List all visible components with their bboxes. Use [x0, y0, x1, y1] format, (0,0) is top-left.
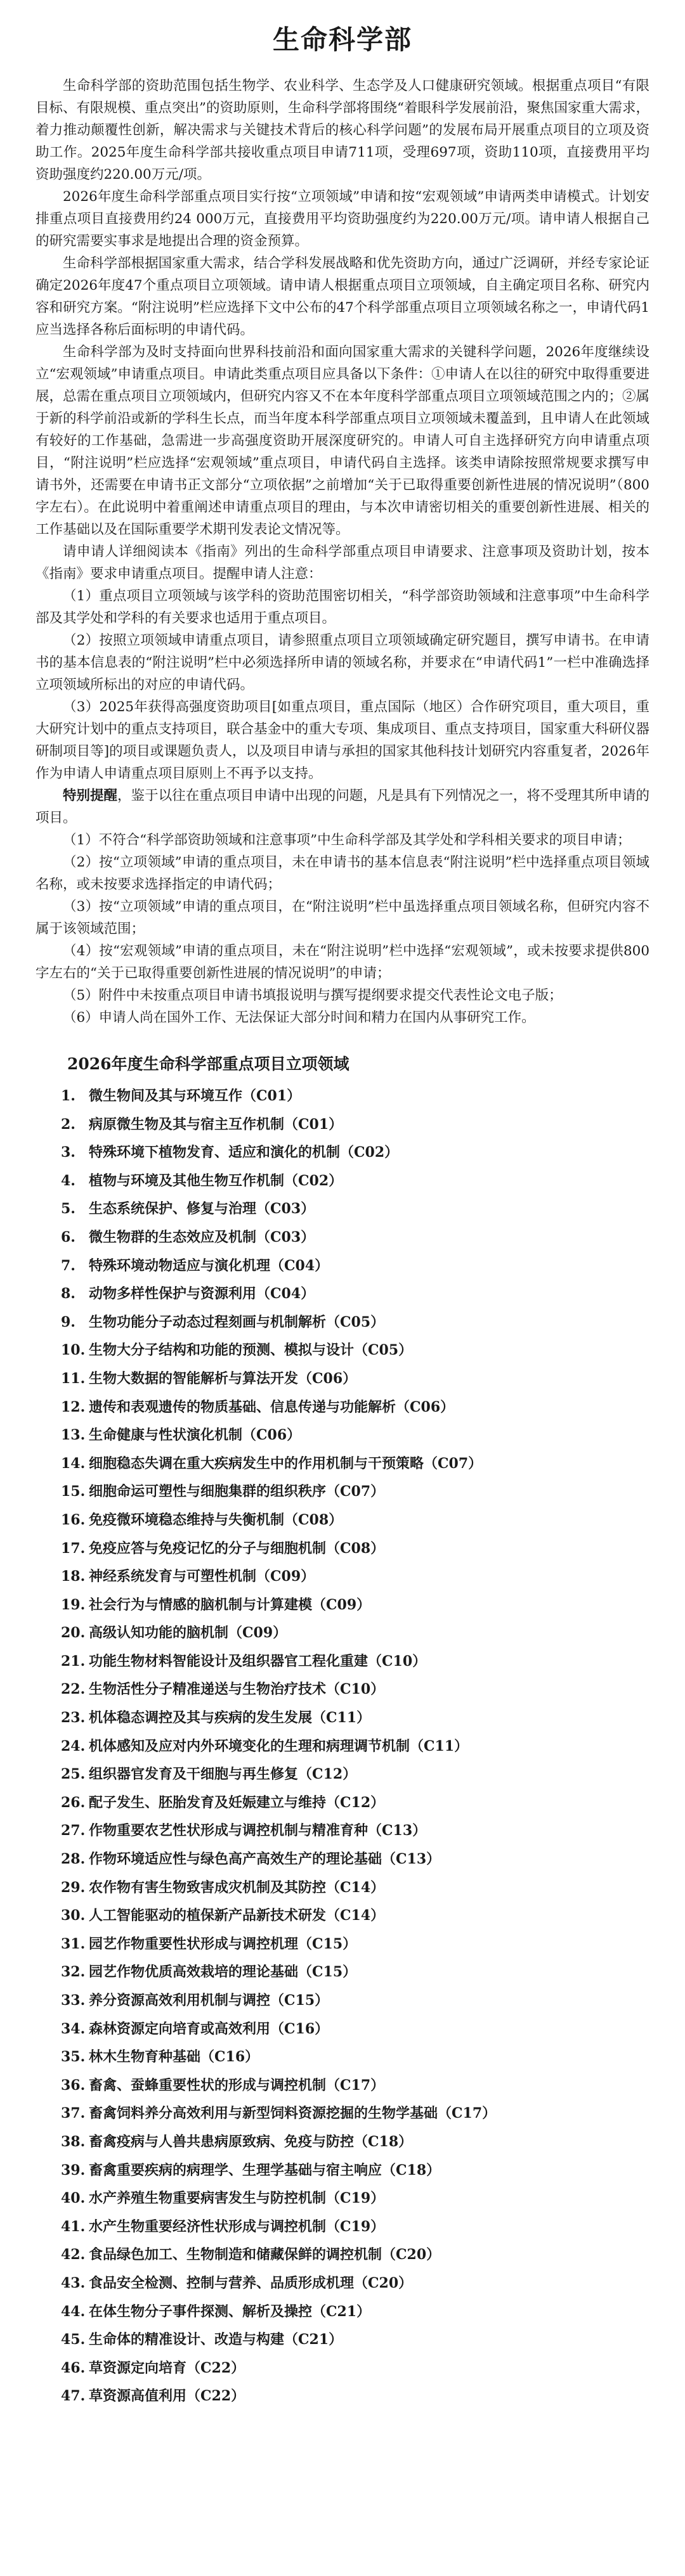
- paragraph-scope: 生命科学部的资助范围包括生物学、农业科学、生态学及人口健康研究领域。根据重点项目“有限目标、有限规模、重点突出”的资助原则，生命科学部将围绕“着眼科学发展前沿，聚焦国家重大需求，着力推动颠覆性创新，解决需求与关键技术背后的核心科学问题”的发展布局开展重点项目的立项及资助工作。2025年度生命科学部共接收重点项目申请711项，受理697项，资助110项，直接费用平均资助强度约220.00万元/项。: [36, 78, 649, 183]
- topic-text: 草资源高值利用（C22）: [89, 2388, 245, 2405]
- topic-text: 配子发生、胚胎发育及妊娠建立与维持（C12）: [89, 1794, 385, 1811]
- topic-number: 39.: [61, 2161, 86, 2179]
- list-item: [61, 1739, 649, 1755]
- topic-text: 神经系统发育与可塑性机制（C09）: [89, 1568, 315, 1585]
- paragraph-funding-plan: 2026年度生命科学部重点项目实行按“立项领域”申请和按“宏观领域”申请两类申请模式。计划安排重点项目直接费用约24 000万元，直接费用平均资助强度约为220.00万元/项。请申请人根据自己的研究需要实事求是地提出合理的资金预算。: [36, 189, 649, 249]
- topic-number: 40.: [61, 2190, 86, 2207]
- topic-text: 畜禽重要疾病的病理学、生理学基础与宿主响应（C18）: [89, 2161, 441, 2179]
- list-item: [61, 1484, 649, 1500]
- topic-text: 机体感知及应对内外环境变化的生理和病理调节机制（C11）: [89, 1737, 469, 1755]
- document-title: 生命科学部: [272, 24, 412, 55]
- topic-text: 生物大分子结构和功能的预测、模拟与设计（C05）: [89, 1342, 413, 1359]
- topic-text: 社会行为与情感的脑机制与计算建模（C09）: [89, 1596, 371, 1613]
- section-title-topics: 2026年度生命科学部重点项目立项领域: [67, 1055, 349, 1073]
- list-item: [61, 1993, 649, 2009]
- topic-number: 5.: [61, 1201, 75, 1218]
- topic-number: 17.: [61, 1540, 86, 1557]
- topic-number: 13.: [61, 1427, 86, 1444]
- list-item: [61, 1117, 649, 1133]
- list-item: [61, 1145, 649, 1161]
- topic-number: 19.: [61, 1596, 86, 1613]
- list-item: [61, 1371, 649, 1387]
- list-item: [61, 1795, 649, 1811]
- topic-text: 生物功能分子动态过程刻画与机制解析（C05）: [89, 1313, 385, 1330]
- special-notice-lead: 特别提醒: [63, 788, 118, 804]
- topic-number: 44.: [61, 2303, 86, 2320]
- list-item: [61, 2191, 649, 2206]
- list-item: [61, 1088, 649, 1104]
- list-item: [61, 2106, 649, 2122]
- topic-text: 微生物间及其与环境互作（C01）: [89, 1088, 301, 1104]
- topic-number: 18.: [61, 1568, 86, 1585]
- topic-number: 15.: [61, 1483, 86, 1500]
- topic-text: 畜禽饲料养分高效利用与新型饲料资源挖掘的生物学基础（C17）: [89, 2105, 497, 2122]
- topic-text: 水产养殖生物重要病害发生与防控机制（C19）: [89, 2190, 385, 2207]
- paragraph-reminder-3: （3）2025年获得高强度资助项目[如重点项目，重点国际（地区）合作研究项目，重大项目，重大研究计划中的重点支持项目，联合基金中的重大专项、集成项目、重点支持项目，国家重大科研仪器研制项目等]的项目或课题负责人，以及项目申请与承担的国家其他科技计划研究内容重复者，2026年作为申请人申请重点项目原则上不再予以支持。: [36, 699, 649, 782]
- topic-text: 生物大数据的智能解析与算法开发（C06）: [89, 1370, 357, 1387]
- topic-text: 细胞命运可塑性与细胞集群的组织秩序（C07）: [89, 1483, 385, 1500]
- topic-text: 植物与环境及其他生物互作机制（C02）: [89, 1172, 343, 1189]
- topic-number: 27.: [61, 1822, 86, 1839]
- paragraph-exclusion-6: （6）申请人尚在国外工作、无法保证大部分时间和精力在国内从事研究工作。: [63, 1010, 535, 1026]
- list-item: [61, 1541, 649, 1557]
- topic-number: 6.: [61, 1228, 75, 1246]
- topic-list: [36, 1088, 649, 2404]
- topic-text: 园艺作物优质高效栽培的理论基础（C15）: [89, 1964, 357, 1981]
- topic-text: 森林资源定向培育或高效利用（C16）: [89, 2020, 329, 2037]
- topic-text: 食品安全检测、控制与营养、品质形成机理（C20）: [89, 2274, 413, 2291]
- topic-number: 46.: [61, 2359, 86, 2376]
- topic-text: 免疫应答与免疫记忆的分子与细胞机制（C08）: [89, 1540, 385, 1557]
- topic-text: 养分资源高效利用机制与调控（C15）: [89, 1992, 329, 2009]
- list-item: [61, 1682, 649, 1697]
- topic-number: 45.: [61, 2331, 86, 2348]
- topic-number: 20.: [61, 1625, 86, 1642]
- paragraph-macro-field: 生命科学部为及时支持面向世界科技前沿和面向国家重大需求的关键科学问题，2026年度继续设立“宏观领域”申请重点项目。申请此类重点项目应具备以下条件：①申请人在以往的研究中取得重要进展，总需在重点项目立项领域内，但研究内容又不在本年度科学部重点项目立项领域范围之内的；②属于新的科学前沿或新的学科生长点，而当年度本科学部重点项目立项领域未覆盖到，且申请人在此领域有较好的工作基础，急需进一步高强度资助开展深度研究的。申请人可自主选择研究方向申请重点项目，“附注说明”栏应选择“宏观领域”重点项目，申请代码自主选择。该类申请除按照常规要求撰写申请书外，还需要在申请书正文部分“立项依据”之前增加“关于已取得重要创新性进展的情况说明”（800字左右）。在此说明中着重阐述申请重点项目的理由，与本次申请密切相关的重要创新性进展、相关的工作基础以及在国际重要学术期刊发表论文情况等。: [36, 344, 649, 538]
- list-item: [61, 1597, 649, 1613]
- list-item: [61, 1230, 649, 1246]
- list-item: [61, 1964, 649, 1980]
- paragraph-special-notice: 特别提醒，鉴于以往在重点项目申请中出现的问题，凡是具有下列情况之一，将不受理其所申请的项目。: [36, 788, 649, 826]
- topic-text: 草资源定向培育（C22）: [89, 2359, 245, 2376]
- topic-text: 畜禽疫病与人兽共患病原致病、免疫与防控（C18）: [89, 2133, 413, 2150]
- topic-number: 8.: [61, 1285, 75, 1303]
- topic-text: 特殊环境动物适应与演化机理（C04）: [89, 1257, 329, 1274]
- list-item: [61, 1286, 649, 1302]
- list-item: [61, 2360, 649, 2376]
- topic-text: 林木生物育种基础（C16）: [89, 2049, 259, 2066]
- list-item: [61, 1400, 649, 1415]
- list-item: [61, 2021, 649, 2037]
- topic-text: 遗传和表观遗传的物质基础、信息传递与功能解析（C06）: [89, 1398, 455, 1415]
- topic-text: 作物重要农艺性状形成与调控机制与精准育种（C13）: [89, 1822, 427, 1839]
- topic-number: 33.: [61, 1992, 86, 2009]
- list-item: [61, 1654, 649, 1670]
- topic-number: 29.: [61, 1879, 86, 1896]
- topic-number: 7.: [61, 1257, 75, 1274]
- topic-text: 生命健康与性状演化机制（C06）: [89, 1427, 301, 1444]
- topic-text: 水产生物重要经济性状形成与调控机制（C19）: [89, 2218, 385, 2235]
- topic-number: 3.: [61, 1144, 75, 1161]
- topic-number: 4.: [61, 1172, 75, 1189]
- topic-text: 特殊环境下植物发育、适应和演化的机制（C02）: [89, 1144, 399, 1161]
- list-item: [61, 2049, 649, 2065]
- topic-number: 12.: [61, 1398, 86, 1415]
- topic-text: 病原微生物及其与宿主互作机制（C01）: [89, 1116, 343, 1133]
- topic-number: 41.: [61, 2218, 86, 2235]
- topic-number: 9.: [61, 1313, 75, 1330]
- intro-body: [36, 75, 649, 1029]
- list-item: [61, 2388, 649, 2404]
- paragraph-exclusion-5: （5）附件中未按重点项目申请书填报说明与撰写提纲要求提交代表性论文电子版；: [63, 988, 563, 1003]
- list-item: [61, 1823, 649, 1839]
- list-item: [61, 1908, 649, 1924]
- list-item: [61, 2134, 649, 2150]
- list-item: [61, 2163, 649, 2179]
- topic-number: 32.: [61, 1964, 86, 1981]
- paragraph-exclusion-2: （2）按“立项领域”申请的重点项目，未在申请书的基本信息表“附注说明”栏中选择重点项目领域名称，或未按要求选择指定的申请代码；: [36, 854, 649, 892]
- topic-text: 作物环境适应性与绿色高产高效生产的理论基础（C13）: [89, 1851, 441, 1868]
- list-item: [61, 1880, 649, 1896]
- topic-text: 组织器官发育及干细胞与再生修复（C12）: [89, 1766, 357, 1783]
- list-item: [61, 2247, 649, 2263]
- topic-number: 42.: [61, 2246, 86, 2264]
- paragraph-exclusion-4: （4）按“宏观领域”申请的重点项目，未在“附注说明”栏中选择“宏观领域”，或未按要求提供800字左右的“关于已取得重要创新性进展的情况说明”的申请；: [36, 943, 649, 981]
- topic-number: 35.: [61, 2049, 86, 2066]
- topic-number: 37.: [61, 2105, 86, 2122]
- topic-text: 生态系统保护、修复与治理（C03）: [89, 1201, 315, 1218]
- topic-number: 14.: [61, 1455, 86, 1472]
- topic-number: 26.: [61, 1794, 86, 1811]
- paragraph-exclusion-3: （3）按“立项领域”申请的重点项目，在“附注说明”栏中虽选择重点项目领域名称，但研究内容不属于该领域范围；: [36, 899, 649, 937]
- list-item: [61, 1767, 649, 1782]
- topic-number: 23.: [61, 1710, 86, 1727]
- list-item: [61, 2304, 649, 2320]
- topic-text: 生命体的精准设计、改造与构建（C21）: [89, 2331, 343, 2348]
- list-item: [61, 1173, 649, 1189]
- topic-number: 38.: [61, 2133, 86, 2150]
- list-item: [61, 2078, 649, 2094]
- paragraph-reminder-intro: 请申请人详细阅读本《指南》列出的生命科学部重点项目申请要求、注意事项及资助计划，按本《指南》要求申请重点项目。提醒申请人注意：: [36, 544, 649, 582]
- paragraph-reminder-2: （2）按照立项领域申请重点项目，请参照重点项目立项领域确定研究题目，撰写申请书。在申请书的基本信息表的“附注说明”栏中必须选择所申请的领域名称，并要求在“申请代码1”一栏中准确选择立项领域所标出的对应的申请代码。: [36, 633, 649, 693]
- list-item: [61, 2332, 649, 2348]
- topic-text: 食品绿色加工、生物制造和储藏保鲜的调控机制（C20）: [89, 2246, 441, 2264]
- topic-text: 微生物群的生态效应及机制（C03）: [89, 1228, 315, 1246]
- paragraph-exclusion-1: （1）不符合“科学部资助领域和注意事项”中生命科学部及其学处和学科相关要求的项目申请；: [63, 832, 631, 848]
- list-item: [61, 1456, 649, 1472]
- topic-number: 25.: [61, 1766, 86, 1783]
- topic-number: 34.: [61, 2020, 86, 2037]
- topic-number: 16.: [61, 1511, 86, 1528]
- topic-number: 10.: [61, 1342, 86, 1359]
- list-item: [61, 1569, 649, 1585]
- topic-number: 11.: [61, 1370, 86, 1387]
- topic-text: 农作物有害生物致害成灾机制及其防控（C14）: [89, 1879, 385, 1896]
- topic-number: 2.: [61, 1116, 75, 1133]
- topic-number: 22.: [61, 1681, 86, 1698]
- topic-text: 机体稳态调控及其与疾病的发生发展（C11）: [89, 1710, 371, 1727]
- topic-number: 30.: [61, 1907, 86, 1924]
- list-item: [61, 1625, 649, 1641]
- list-item: [61, 1201, 649, 1217]
- topic-number: 36.: [61, 2077, 86, 2094]
- list-item: [61, 2276, 649, 2291]
- list-item: [61, 1258, 649, 1274]
- topic-number: 21.: [61, 1652, 86, 1670]
- topic-number: 28.: [61, 1851, 86, 1868]
- topic-text: 生物活性分子精准递送与生物治疗技术（C10）: [89, 1681, 385, 1698]
- paragraph-topic-areas: 生命科学部根据国家重大需求，结合学科发展战略和优先资助方向，通过广泛调研，并经专家论证确定2026年度47个重点项目立项领域。请申请人根据重点项目立项领域，自主确定项目名称、研究内容和研究方案。“附注说明”栏应选择下文中公布的47个科学部重点项目立项领域名称之一，申请代码1应当选择各称后面标明的申请代码。: [36, 255, 649, 338]
- list-item: [61, 1936, 649, 1952]
- topic-text: 园艺作物重要性状形成与调控机理（C15）: [89, 1935, 357, 1952]
- list-item: [61, 1852, 649, 1867]
- list-item: [61, 1343, 649, 1358]
- list-item: [61, 1315, 649, 1330]
- topic-text: 功能生物材料智能设计及组织器官工程化重建（C10）: [89, 1652, 427, 1670]
- topic-number: 31.: [61, 1935, 86, 1952]
- list-item: [61, 1427, 649, 1443]
- topic-text: 畜禽、蚕蜂重要性状的形成与调控机制（C17）: [89, 2077, 385, 2094]
- topic-text: 免疫微环境稳态维持与失衡机制（C08）: [89, 1511, 343, 1528]
- topic-text: 人工智能驱动的植保新产品新技术研发（C14）: [89, 1907, 385, 1924]
- topic-text: 在体生物分子事件探测、解析及操控（C21）: [89, 2303, 371, 2320]
- topic-number: 47.: [61, 2388, 86, 2405]
- paragraph-reminder-1: （1）重点项目立项领域与该学科的资助范围密切相关，“科学部资助领域和注意事项”中生命科学部及其学处和学科的有关要求也适用于重点项目。: [36, 588, 649, 626]
- topic-number: 43.: [61, 2274, 86, 2291]
- topic-text: 细胞稳态失调在重大疾病发生中的作用机制与干预策略（C07）: [89, 1455, 483, 1472]
- list-item: [61, 1710, 649, 1726]
- list-item: [61, 1512, 649, 1528]
- topic-number: 1.: [61, 1088, 75, 1104]
- list-item: [61, 2219, 649, 2235]
- topic-text: 高级认知功能的脑机制（C09）: [89, 1625, 287, 1642]
- topic-number: 24.: [61, 1737, 86, 1755]
- topic-text: 动物多样性保护与资源利用（C04）: [89, 1285, 315, 1303]
